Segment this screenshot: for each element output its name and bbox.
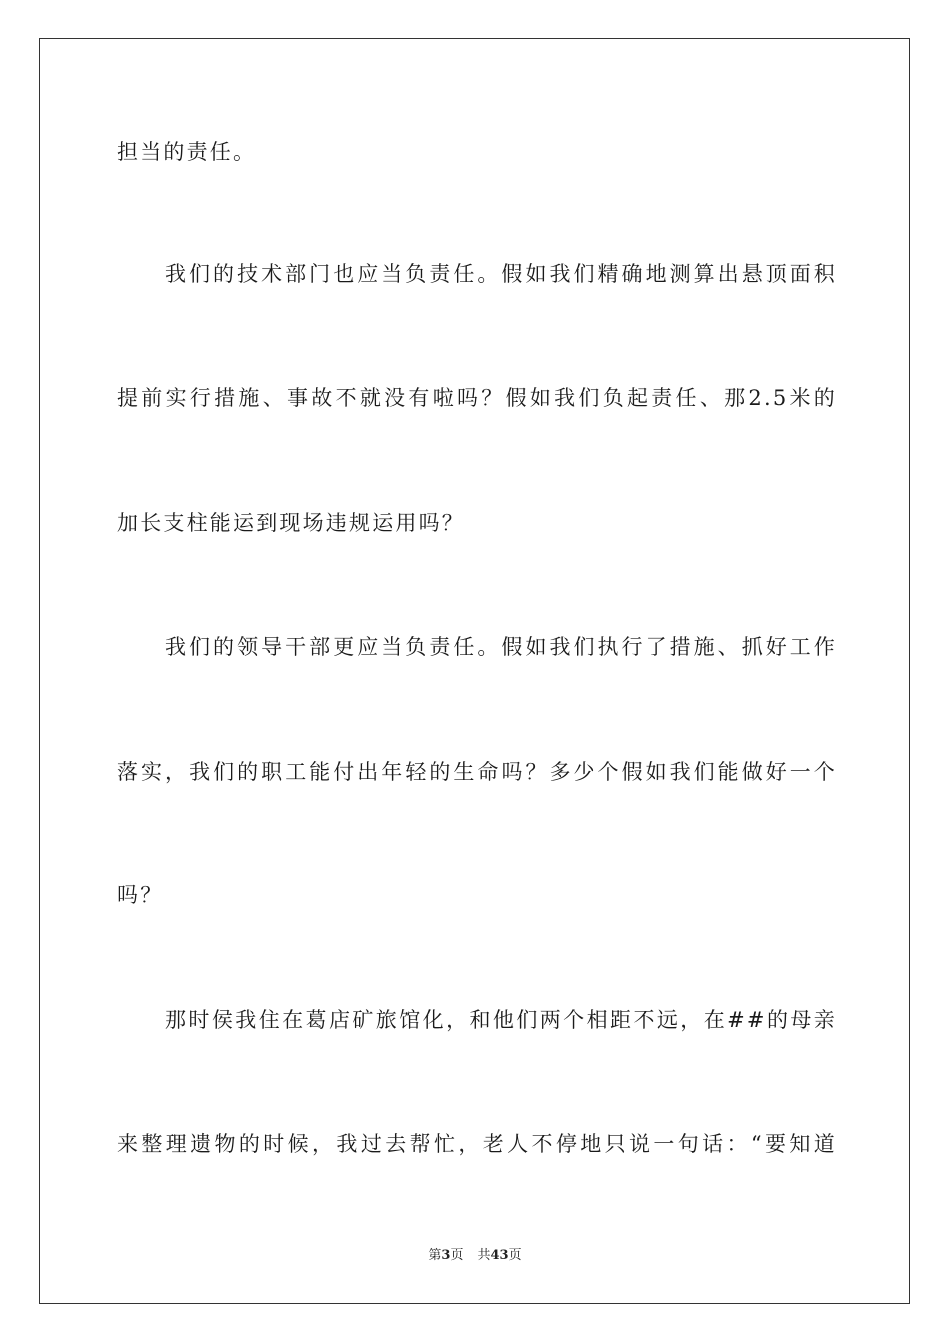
paragraph-line-7: 吗？	[117, 883, 164, 907]
paragraph-line-9: 来整理遗物的时候，我过去帮忙，老人不停地只说一句话：“要知道	[117, 1132, 837, 1156]
page-border	[39, 38, 910, 1304]
page-footer	[0, 1247, 950, 1265]
footer-total-pages: 43	[490, 1248, 509, 1263]
paragraph-line-1: 担当的责任。	[117, 140, 257, 164]
paragraph-line-8: 那时侯我住在葛店矿旅馆化，和他们两个相距不远，在##的母亲	[165, 1008, 837, 1032]
footer-page-number: 3	[441, 1248, 451, 1263]
footer-total-prefix: 共	[477, 1248, 491, 1263]
footer-page-suffix: 页	[450, 1248, 464, 1263]
paragraph-line-4: 加长支柱能运到现场违规运用吗？	[117, 511, 465, 535]
paragraph-line-5: 我们的领导干部更应当负责任。假如我们执行了措施、抓好工作	[165, 635, 837, 659]
footer-page-prefix: 第	[428, 1248, 442, 1263]
paragraph-line-6: 落实，我们的职工能付出年轻的生命吗？多少个假如我们能做好一个	[117, 760, 837, 784]
paragraph-line-3: 提前实行措施、事故不就没有啦吗？假如我们负起责任、那2.5米的	[117, 386, 837, 410]
footer-total-suffix: 页	[508, 1248, 522, 1263]
paragraph-line-2: 我们的技术部门也应当负责任。假如我们精确地测算出悬顶面积	[165, 262, 837, 286]
